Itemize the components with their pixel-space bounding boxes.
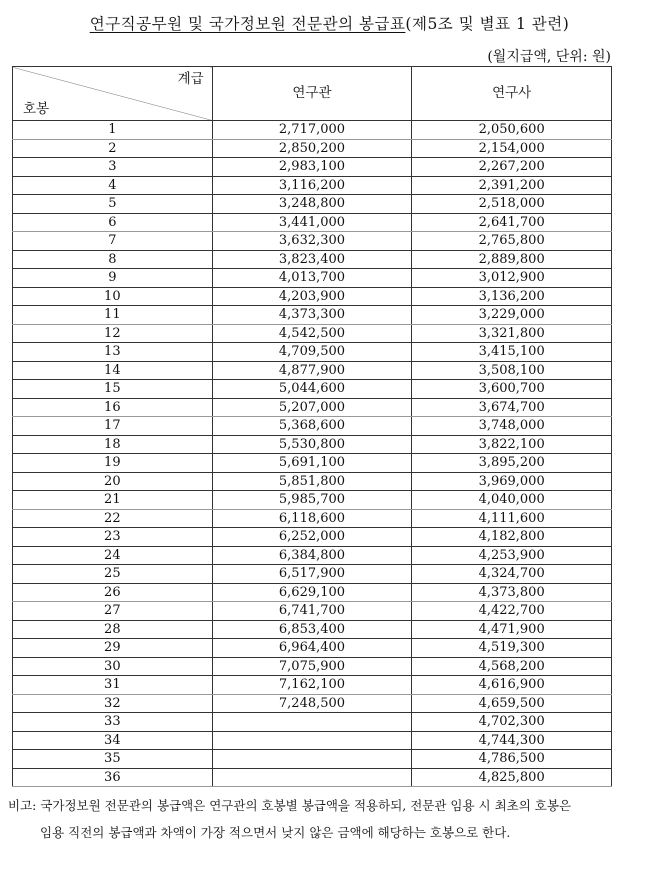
senior-researcher-salary-cell: 5,691,100: [212, 454, 412, 473]
researcher-salary-cell: 4,111,600: [412, 509, 612, 528]
table-row: [13, 361, 612, 380]
senior-researcher-salary-cell: 4,542,500: [212, 324, 412, 343]
senior-researcher-salary-cell: 2,983,100: [212, 158, 412, 177]
step-cell: 3: [13, 158, 213, 177]
senior-researcher-salary-cell: [212, 750, 412, 769]
table-row: [13, 546, 612, 565]
senior-researcher-salary-cell: [212, 768, 412, 787]
step-cell: 33: [13, 713, 213, 732]
senior-researcher-salary-cell: 6,853,400: [212, 620, 412, 639]
step-cell: 8: [13, 250, 213, 269]
table-row: [13, 195, 612, 214]
step-cell: 30: [13, 657, 213, 676]
researcher-salary-cell: 3,508,100: [412, 361, 612, 380]
header-row: [13, 67, 612, 121]
table-row: [13, 602, 612, 621]
step-cell: 20: [13, 472, 213, 491]
table-row: [13, 472, 612, 491]
table-row: [13, 676, 612, 695]
corner-header-cell: [13, 67, 213, 121]
senior-researcher-salary-cell: 4,013,700: [212, 269, 412, 288]
table-row: [13, 620, 612, 639]
researcher-salary-cell: 4,422,700: [412, 602, 612, 621]
researcher-salary-cell: 4,702,300: [412, 713, 612, 732]
table-row: [13, 398, 612, 417]
title-suffix: (제5조 및 별표 1 관련): [405, 15, 570, 33]
researcher-salary-cell: 2,050,600: [412, 121, 612, 140]
senior-researcher-salary-cell: 6,964,400: [212, 639, 412, 658]
senior-researcher-salary-cell: 6,629,100: [212, 583, 412, 602]
researcher-salary-cell: 3,969,000: [412, 472, 612, 491]
researcher-salary-cell: 2,267,200: [412, 158, 612, 177]
senior-researcher-salary-cell: 5,207,000: [212, 398, 412, 417]
table-row: [13, 417, 612, 436]
senior-researcher-salary-cell: 7,248,500: [212, 694, 412, 713]
table-row: [13, 343, 612, 362]
researcher-salary-cell: 2,765,800: [412, 232, 612, 251]
table-row: [13, 232, 612, 251]
step-cell: 16: [13, 398, 213, 417]
step-cell: 19: [13, 454, 213, 473]
senior-researcher-salary-cell: 5,044,600: [212, 380, 412, 399]
researcher-salary-cell: 4,659,500: [412, 694, 612, 713]
table-row: [13, 324, 612, 343]
salary-table: [12, 66, 612, 787]
step-cell: 17: [13, 417, 213, 436]
senior-researcher-salary-cell: 6,118,600: [212, 509, 412, 528]
table-body: [13, 121, 612, 787]
researcher-salary-cell: 3,012,900: [412, 269, 612, 288]
table-row: [13, 380, 612, 399]
researcher-salary-cell: 3,674,700: [412, 398, 612, 417]
step-cell: 15: [13, 380, 213, 399]
senior-researcher-salary-cell: 4,373,300: [212, 306, 412, 325]
step-cell: 6: [13, 213, 213, 232]
researcher-salary-cell: 2,154,000: [412, 139, 612, 158]
column-header-senior-researcher: 연구관: [212, 67, 412, 121]
table-row: [13, 158, 612, 177]
researcher-salary-cell: 4,616,900: [412, 676, 612, 695]
senior-researcher-salary-cell: 6,517,900: [212, 565, 412, 584]
researcher-salary-cell: 3,229,000: [412, 306, 612, 325]
researcher-salary-cell: 3,136,200: [412, 287, 612, 306]
step-cell: 32: [13, 694, 213, 713]
table-row: [13, 509, 612, 528]
document-title: [0, 12, 659, 34]
table-row: [13, 528, 612, 547]
senior-researcher-salary-cell: 4,709,500: [212, 343, 412, 362]
step-cell: 7: [13, 232, 213, 251]
step-cell: 13: [13, 343, 213, 362]
researcher-salary-cell: 4,471,900: [412, 620, 612, 639]
researcher-salary-cell: 2,641,700: [412, 213, 612, 232]
senior-researcher-salary-cell: 6,252,000: [212, 528, 412, 547]
table-row: [13, 657, 612, 676]
senior-researcher-salary-cell: 5,985,700: [212, 491, 412, 510]
table-row: [13, 454, 612, 473]
senior-researcher-salary-cell: 3,441,000: [212, 213, 412, 232]
researcher-salary-cell: 4,825,800: [412, 768, 612, 787]
step-cell: 9: [13, 269, 213, 288]
senior-researcher-salary-cell: 3,248,800: [212, 195, 412, 214]
senior-researcher-salary-cell: [212, 713, 412, 732]
senior-researcher-salary-cell: 2,717,000: [212, 121, 412, 140]
column-header-researcher: 연구사: [412, 67, 612, 121]
senior-researcher-salary-cell: 7,075,900: [212, 657, 412, 676]
table-row: [13, 750, 612, 769]
step-cell: 35: [13, 750, 213, 769]
table-row: [13, 583, 612, 602]
step-cell: 12: [13, 324, 213, 343]
table-row: [13, 213, 612, 232]
senior-researcher-salary-cell: 3,632,300: [212, 232, 412, 251]
table-row: [13, 139, 612, 158]
senior-researcher-salary-cell: 4,877,900: [212, 361, 412, 380]
step-cell: 14: [13, 361, 213, 380]
step-cell: 18: [13, 435, 213, 454]
researcher-salary-cell: 3,895,200: [412, 454, 612, 473]
step-cell: 27: [13, 602, 213, 621]
senior-researcher-salary-cell: 5,530,800: [212, 435, 412, 454]
table-row: [13, 435, 612, 454]
step-cell: 22: [13, 509, 213, 528]
researcher-salary-cell: 4,253,900: [412, 546, 612, 565]
researcher-salary-cell: 3,748,000: [412, 417, 612, 436]
step-cell: 29: [13, 639, 213, 658]
table-row: [13, 287, 612, 306]
unit-label: (월지급액, 단위: 원): [487, 49, 611, 65]
senior-researcher-salary-cell: 5,368,600: [212, 417, 412, 436]
researcher-salary-cell: 2,518,000: [412, 195, 612, 214]
senior-researcher-salary-cell: 2,850,200: [212, 139, 412, 158]
table-row: [13, 731, 612, 750]
step-cell: 1: [13, 121, 213, 140]
senior-researcher-salary-cell: 5,851,800: [212, 472, 412, 491]
step-cell: 24: [13, 546, 213, 565]
table-row: [13, 269, 612, 288]
table-row: [13, 565, 612, 584]
researcher-salary-cell: 4,182,800: [412, 528, 612, 547]
table-row: [13, 306, 612, 325]
researcher-salary-cell: 4,519,300: [412, 639, 612, 658]
researcher-salary-cell: 2,391,200: [412, 176, 612, 195]
step-cell: 4: [13, 176, 213, 195]
senior-researcher-salary-cell: 4,203,900: [212, 287, 412, 306]
researcher-salary-cell: 4,040,000: [412, 491, 612, 510]
step-cell: 25: [13, 565, 213, 584]
researcher-salary-cell: 3,321,800: [412, 324, 612, 343]
table-row: [13, 694, 612, 713]
senior-researcher-salary-cell: 3,823,400: [212, 250, 412, 269]
researcher-salary-cell: 4,744,300: [412, 731, 612, 750]
step-cell: 31: [13, 676, 213, 695]
remark-note: [8, 792, 658, 846]
researcher-salary-cell: 3,600,700: [412, 380, 612, 399]
table-row: [13, 250, 612, 269]
researcher-salary-cell: 4,324,700: [412, 565, 612, 584]
table-row: [13, 121, 612, 140]
table-row: [13, 176, 612, 195]
researcher-salary-cell: 4,373,800: [412, 583, 612, 602]
senior-researcher-salary-cell: 6,741,700: [212, 602, 412, 621]
step-cell: 23: [13, 528, 213, 547]
table-row: [13, 768, 612, 787]
step-cell: 11: [13, 306, 213, 325]
step-cell: 34: [13, 731, 213, 750]
step-cell: 5: [13, 195, 213, 214]
table-row: [13, 713, 612, 732]
researcher-salary-cell: 4,786,500: [412, 750, 612, 769]
step-header: 호봉: [23, 101, 50, 117]
step-cell: 26: [13, 583, 213, 602]
researcher-salary-cell: 2,889,800: [412, 250, 612, 269]
researcher-salary-cell: 3,822,100: [412, 435, 612, 454]
step-cell: 2: [13, 139, 213, 158]
researcher-salary-cell: 4,568,200: [412, 657, 612, 676]
researcher-salary-cell: 3,415,100: [412, 343, 612, 362]
step-cell: 21: [13, 491, 213, 510]
title-main: 연구직공무원 및 국가정보원 전문관의 봉급표: [89, 15, 406, 33]
step-cell: 36: [13, 768, 213, 787]
senior-researcher-salary-cell: [212, 731, 412, 750]
senior-researcher-salary-cell: 3,116,200: [212, 176, 412, 195]
step-cell: 28: [13, 620, 213, 639]
senior-researcher-salary-cell: 6,384,800: [212, 546, 412, 565]
senior-researcher-salary-cell: 7,162,100: [212, 676, 412, 695]
rank-header: 계급: [177, 71, 204, 87]
remark-line-1: 비고: 국가정보원 전문관의 봉급액은 연구관의 호봉별 봉급액을 적용하되, 전문관 임용 시 최초의 호봉은: [8, 798, 572, 813]
table-row: [13, 639, 612, 658]
table-row: [13, 491, 612, 510]
step-cell: 10: [13, 287, 213, 306]
remark-line-2: 임용 직전의 봉급액과 차액이 가장 적으면서 낮지 않은 금액에 해당하는 호봉으로 한다.: [40, 825, 511, 840]
